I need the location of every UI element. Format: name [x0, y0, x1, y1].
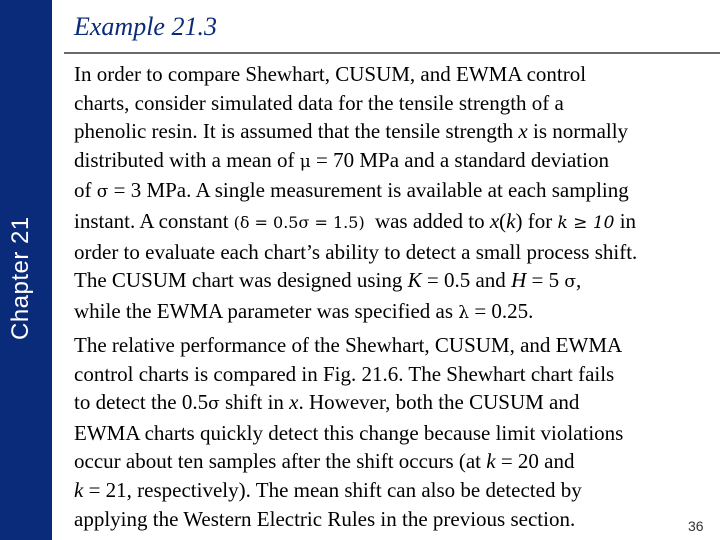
var-H: H: [511, 268, 527, 293]
text: = 0.25.: [469, 298, 534, 323]
lambda-symbol: λ: [458, 302, 470, 323]
p1-line-9: [74, 297, 720, 328]
text: ,: [575, 268, 582, 293]
text: = 0.5 and: [421, 268, 512, 293]
p1-line-8: [74, 266, 720, 297]
text: shift in: [219, 390, 290, 415]
text: = 20 and: [495, 449, 575, 474]
p2-line-1: The relative performance of the Shewhart, CUSUM, and EWMA: [74, 333, 623, 357]
text: of: [74, 178, 97, 203]
text: ) for: [515, 208, 558, 233]
text: was added to: [369, 208, 490, 233]
sigma-symbol: σ: [564, 272, 576, 293]
p2-line-4: EWMA charts quickly detect this change because limit violations: [74, 420, 624, 445]
p2-line-7: applying the Western Electric Rules in the previous section.: [74, 506, 576, 531]
paragraph-1: [74, 60, 720, 327]
var-k: k: [486, 449, 496, 474]
sigma-symbol: σ: [96, 182, 109, 203]
p1-line-3: [74, 117, 720, 146]
p1-line-5: [74, 176, 720, 207]
page-number: 36: [688, 518, 704, 534]
p1-line-6: [74, 207, 720, 238]
paragraph-2: [74, 331, 714, 533]
p2-line-5: [74, 447, 714, 476]
p2-line-3: [74, 388, 714, 419]
text: distributed with a mean of: [74, 147, 300, 172]
var-x: x: [518, 119, 528, 144]
var-x: x: [289, 390, 299, 415]
var-x: x: [489, 208, 500, 233]
var-k: k: [506, 208, 516, 233]
text: phenolic resin. It is assumed that the tensile strength: [74, 119, 519, 144]
text: . However, both the CUSUM and: [298, 390, 580, 415]
text: occur about ten samples after the shift occurs (at: [74, 449, 487, 474]
k-condition: k ≥ 10: [557, 212, 615, 233]
text: while the EWMA parameter was specified as: [74, 298, 459, 323]
p1-line-1: In order to compare Shewhart, CUSUM, and EWMA control: [74, 62, 587, 86]
text: to detect the 0.5: [74, 390, 209, 415]
mu-symbol: μ: [299, 151, 311, 172]
var-K: K: [407, 268, 422, 293]
text: in: [614, 208, 637, 233]
delta-equation: ( δ = 0.5σ = 1.5 ): [231, 209, 368, 238]
text: The CUSUM chart was designed using: [74, 268, 408, 293]
text: = 21, respectively). The mean shift can also be detected by: [83, 477, 582, 502]
slide-title: Example 21.3: [74, 12, 217, 41]
text: instant. A constant: [74, 208, 229, 233]
var-k: k: [74, 477, 84, 502]
chapter-label: Chapter 21: [7, 216, 34, 340]
text: is normally: [527, 119, 629, 144]
p1-line-2: charts, consider simulated data for the tensile strength of a: [74, 90, 564, 115]
text: = 3 MPa. A single measurement is available at each sampling: [108, 178, 629, 203]
text: = 5: [526, 268, 565, 293]
p1-line-4: [74, 146, 720, 177]
text: (: [499, 208, 507, 233]
sigma-symbol: σ: [208, 394, 220, 415]
p2-line-6: [74, 476, 714, 505]
p2-line-2: control charts is compared in Fig. 21.6. The Shewhart chart fails: [74, 361, 615, 386]
title-divider: [64, 52, 720, 54]
p1-line-7: order to evaluate each chart’s ability to detect a small process shift.: [74, 239, 638, 264]
text: = 70 MPa and a standard deviation: [310, 147, 609, 172]
